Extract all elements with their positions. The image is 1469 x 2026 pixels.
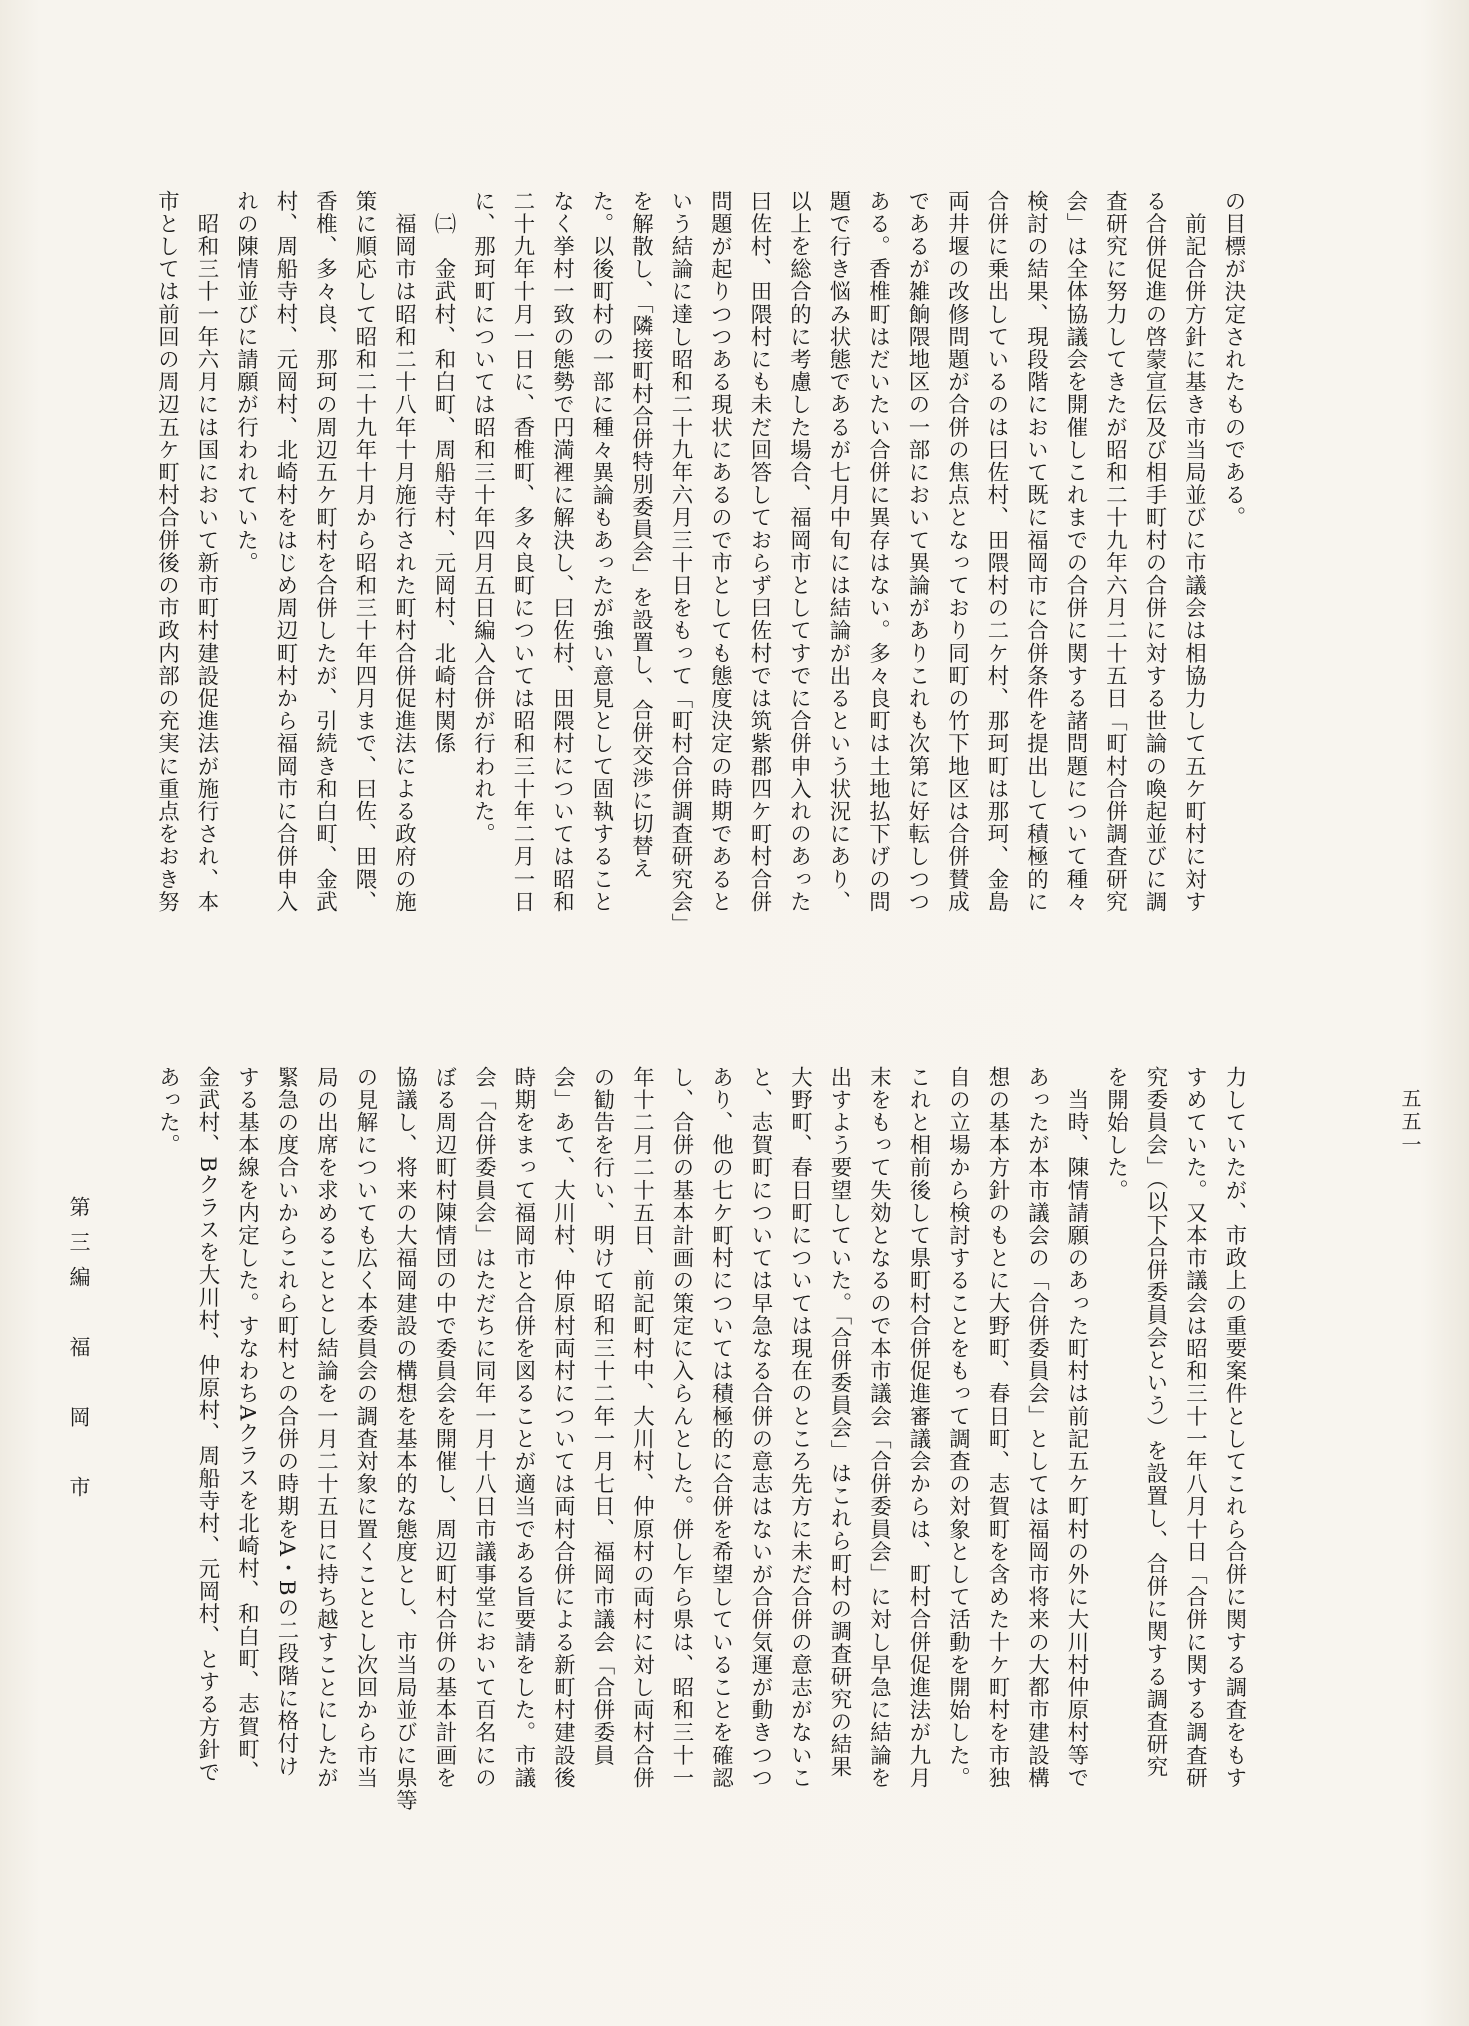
text-line: すめていた。又本市議会は昭和三十一年八月十日「合併に関する調査研 [1182,1066,1208,1790]
text-line: 以上を総合的に考慮した場合、福岡市としてすでに合併申入れのあった [786,190,812,914]
text-line: 会「合併委員会」はただちに同年一月十八日市議事堂において百名にの [471,1066,497,1790]
text-line: 検討の結果、現段階において既に福岡市に合併条件を提出して積極的に [1023,190,1049,914]
text-line: あり、他の七ケ町村については積極的に合併を希望していることを確認 [708,1066,734,1790]
text-line: の見解についても広く本委員会の調査対象に置くこととし次回から市当 [353,1066,378,1790]
text-line: 金武村、Bクラスを大川村、仲原村、周船寺村、元岡村、とする方針で [195,1066,220,1784]
text-line: 大野町、春日町については現在のところ先方に未だ合併の意志がないこ [787,1066,813,1790]
text-line: 査研究に努力してきたが昭和二十九年六月二十五日「町村合併調査研究 [1102,190,1128,914]
text-line: 当時、陳情請願のあった町村は前記五ケ町村の外に大川村仲原村等で [1064,1066,1089,1790]
text-line: ㈡ 金武村、和白町、周船寺村、元岡村、北崎村関係 [431,190,456,755]
text-line: の勧告を行い、明けて昭和三十二年一月七日、福岡市議会「合併委員 [590,1066,615,1767]
text-line: 二十九年十月一日に、香椎町、多々良町については昭和三十年二月一日 [510,190,535,914]
text-line: 会」は全体協議会を開催しこれまでの合併に関する諸問題について種々 [1063,190,1088,914]
text-line: いう結論に達し昭和二十九年六月三十日をもって「町村合併調査研究会」 [668,190,693,936]
text-line: 力していたが、市政上の重要案件としてこれら合併に関する調査をもす [1222,1066,1247,1790]
section-footer: 第三編 福 岡 市 [67,1196,91,1511]
text-line: なく挙村一致の態勢で円満裡に解決し、曰佐村、田隈村については昭和 [549,190,575,914]
text-line: これと相前後して県町村合併促進審議会からは、町村合併促進法が九月 [906,1066,931,1790]
text-line: ある。香椎町はだいたい合併に異存はない。多々良町は土地払下げの問 [865,190,891,914]
text-line: 曰佐村、田隈村にも未だ回答しておらず曰佐村では筑紫郡四ケ町村合併 [747,190,772,914]
text-line: 問題が起りつつある現状にあるので市としても態度決定の時期であると [707,190,733,914]
text-line: 村、周船寺村、元岡村、北崎村をはじめ周辺町村から福岡市に合併申入 [273,190,298,914]
text-line: た。以後町村の一部に種々異論もあったが強い意見として固執すること [589,190,614,914]
text-line: 前記合併方針に基き市当局並びに市議会は相協力して五ケ町村に対す [1181,190,1207,914]
text-line: ぼる周辺町村陳情団の中で委員会を開催し、周辺町村合併の基本計画を [432,1066,457,1790]
text-line: を解散し、「隣接町村合併特別委員会」を設置し、合併交渉に切替え [628,190,654,880]
text-line: する基本線を内定した。すなわちAクラスを北崎村、和白町、志賀町、 [234,1066,260,1784]
text-line: 合併に乗出しているのは曰佐村、田隈村の二ケ村、那珂町は那珂、金島 [984,190,1009,914]
text-line: し、合併の基本計画の策定に入らんとした。併し乍ら県は、昭和三十一 [669,1066,694,1790]
text-line: 昭和三十一年六月には国において新市町村建設促進法が施行され、本 [194,190,219,914]
text-line: 時期をまって福岡市と合併を図ることが適当である旨要請をした。市議 [511,1066,536,1790]
text-line: 会」あて、大川村、仲原村両村については両村合併による新町村建設後 [550,1066,576,1790]
text-line: 協議し、将来の大福岡建設の構想を基本的な態度とし、市当局並びに県等 [392,1066,418,1812]
page-number: 五五一 [1398,1088,1422,1157]
text-line: 策に順応して昭和二十九年十月から昭和三十年四月まで、曰佐、田隈、 [352,190,377,914]
text-line: 福岡市は昭和二十八年十月施行された町村合併促進法による政府の施 [391,190,417,914]
text-line: 年十二月二十五日、前記町村中、大川村、仲原村の両村に対し両村合併 [629,1066,655,1790]
text-line: あった。 [155,1066,181,1157]
text-line: 緊急の度合いからこれら町村との合併の時期をA・Bの二段階に格付け [274,1066,299,1778]
text-line: の目標が決定されたものである。 [1221,190,1246,529]
text-line: 局の出席を求めることとし結論を一月二十五日に持ち越すことにしたが [313,1066,339,1790]
text-line: れの陳情並びに請願が行われていた。 [233,190,259,575]
upper-text-block [147,190,1253,1050]
text-line: 両井堰の改修問題が合併の焦点となっており同町の竹下地区は合併賛成 [944,190,970,914]
text-line: 市としては前回の周辺五ケ町村合併後の市政内部の充実に重点をおき努 [154,190,180,914]
text-line: に、那珂町については昭和三十年四月五日編入合併が行われた。 [470,190,496,846]
text-line: 題で行き悩み状態であるが七月中旬には結論が出るという状況にあり、 [826,190,851,914]
text-line: 究委員会」（以下合併委員会という）を設置し、合併に関する調査研究 [1143,1066,1168,1779]
text-line: あったが本市議会の「合併委員会」としては福岡市将来の大都市建設構 [1024,1066,1050,1790]
text-line: 自の立場から検討することをもって調査の対象として活動を開始した。 [945,1066,971,1790]
text-line: 末をもって失効となるので本市議会「合併委員会」に対し早急に結論を [866,1066,892,1790]
text-line: 出すよう要望していた。「合併委員会」はこれら町村の調査研究の結果 [827,1066,852,1779]
text-line: 香椎、多々良、那珂の周辺五ケ町村を合併したが、引続き和白町、金武 [312,190,338,914]
text-line: 想の基本方針のもとに大野町、春日町、志賀町を含めた十ケ町村を市独 [985,1066,1010,1790]
text-line: と、志賀町については早急なる合併の意志はないが合併気運が動きつつ [748,1066,773,1790]
text-line: る合併促進の啓蒙宣伝及び相手町村の合併に対する世論の喚起並びに調 [1142,190,1167,914]
text-line: を開始した。 [1103,1066,1129,1202]
lower-text-block [148,1066,1254,1946]
text-line: であるが雑餉隈地区の一部において異論がありこれも次第に好転しつつ [905,190,930,914]
